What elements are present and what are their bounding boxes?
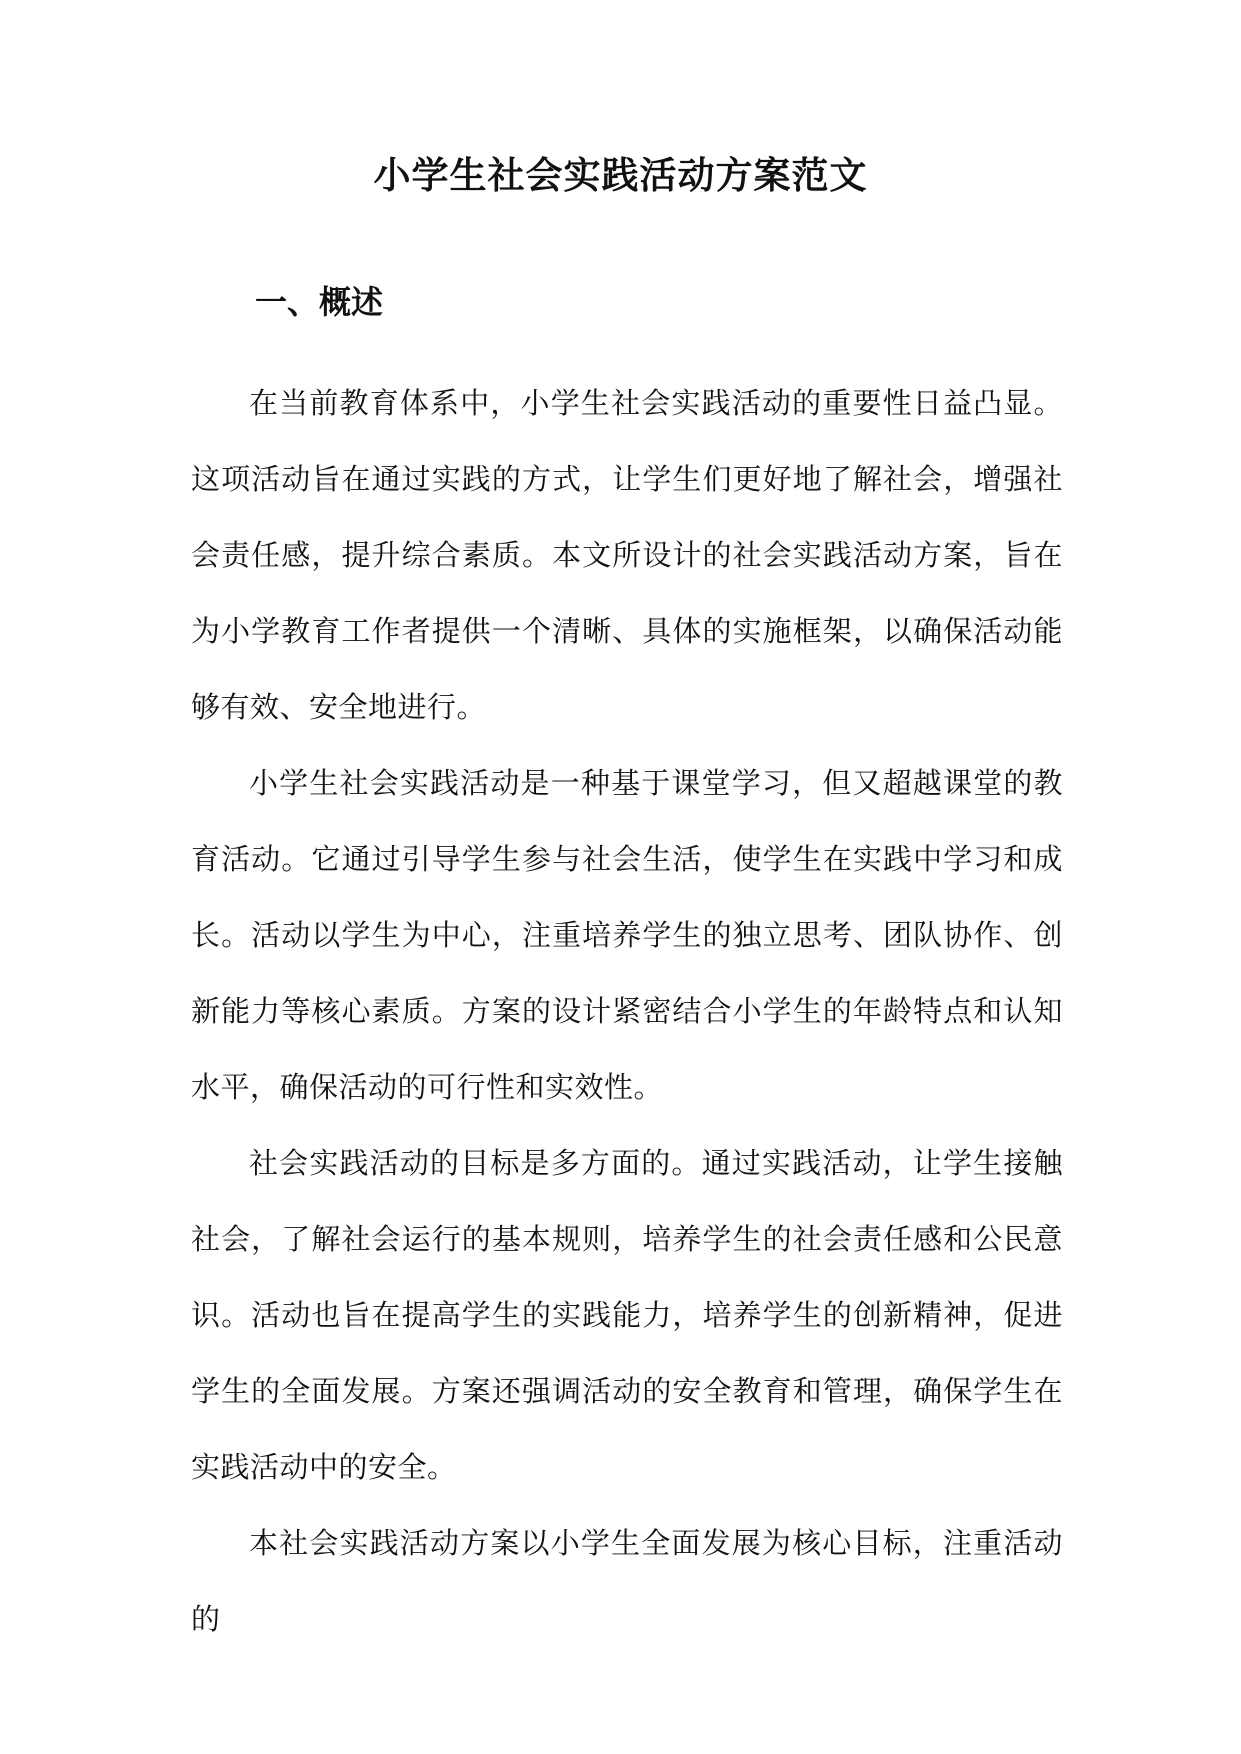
- paragraph-1: 在当前教育体系中，小学生社会实践活动的重要性日益凸显。这项活动旨在通过实践的方式，让学生们更好地了解社会，增强社会责任感，提升综合素质。本文所设计的社会实践活动方案，旨在为小学教育工作者提供一个清晰、具体的实施框架，以确保活动能够有效、安全地进行。: [191, 386, 1063, 724]
- paragraph-3: 社会实践活动的目标是多方面的。通过实践活动，让学生接触社会，了解社会运行的基本规则，培养学生的社会责任感和公民意识。活动也旨在提高学生的实践能力，培养学生的创新精神，促进学生的全面发展。方案还强调活动的安全教育和管理，确保学生在实践活动中的安全。: [191, 1146, 1063, 1484]
- paragraph-2: 小学生社会实践活动是一种基于课堂学习，但又超越课堂的教育活动。它通过引导学生参与社会生活，使学生在实践中学习和成长。活动以学生为中心，注重培养学生的独立思考、团队协作、创新能力等核心素质。方案的设计紧密结合小学生的年龄特点和认知水平，确保活动的可行性和实效性。: [191, 766, 1063, 1104]
- body-text: [191, 365, 1063, 1657]
- section-heading-overview: 一、概述: [255, 283, 384, 321]
- paragraph-4: 本社会实践活动方案以小学生全面发展为核心目标，注重活动的: [191, 1526, 1063, 1636]
- document-title: 小学生社会实践活动方案范文: [373, 153, 868, 197]
